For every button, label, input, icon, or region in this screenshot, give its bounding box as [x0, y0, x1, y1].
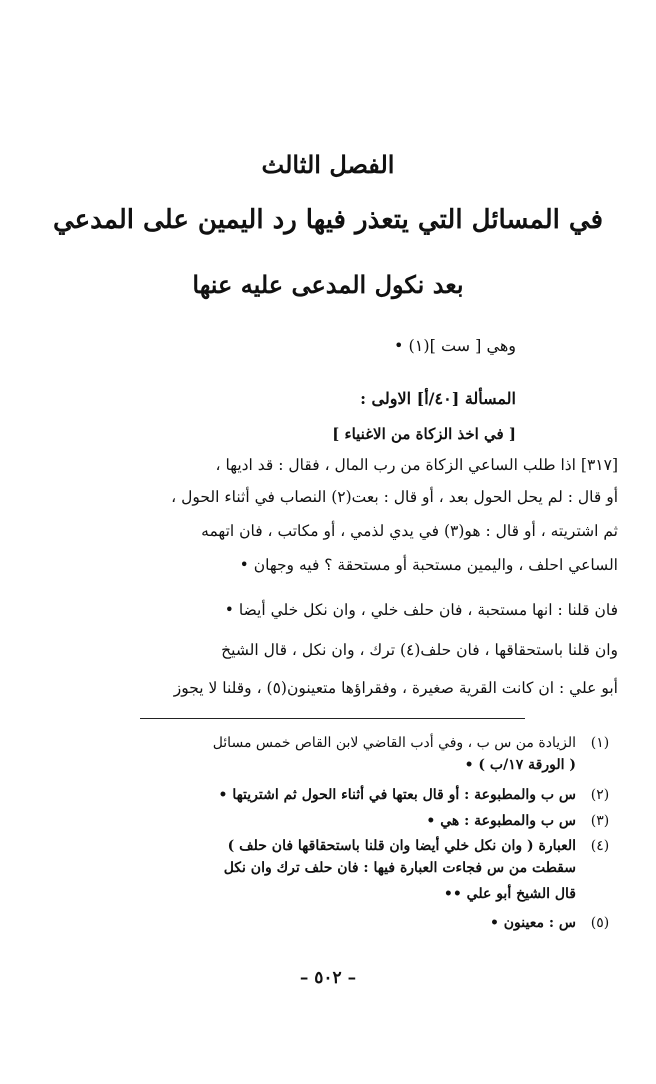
footnote-number: (٥): [590, 915, 610, 931]
paragraph-line: ثم اشتريته ، أو قال : هو(٣) في يدي لذمي ، أو مكاتب ، فان اتهمه: [201, 522, 618, 540]
paragraph-line: أو قال : لم يحل الحول بعد ، أو قال : بعت(٢) النصاب في أثناء الحول ،: [171, 488, 618, 506]
footnote-text: سقطت من س فجاءت العبارة فيها : فان حلف ترك وان نكل: [223, 860, 576, 876]
count-note: وهي [ ست ](١) •: [394, 336, 516, 355]
footnote-number: (٣): [590, 813, 610, 829]
footnote-2: [40, 787, 618, 809]
footnote-1-continued: [40, 757, 618, 779]
paragraph-line: وان قلنا باستحقاقها ، فان حلف(٤) ترك ، وان نكل ، قال الشيخ: [221, 641, 618, 659]
section-title-line-1: في المسائل التي يتعذر فيها رد اليمين على المدعي: [53, 205, 603, 235]
footnote-text: قال الشيخ أبو علي ••: [443, 886, 576, 902]
section-title-line-2: بعد نكول المدعى عليه عنها: [192, 270, 464, 299]
footnote-text: العبارة ( وان نكل خلي أيضا وان قلنا باستحقاقها فان حلف ): [227, 838, 576, 854]
footnote-text: س ب والمطبوعة : هي •: [426, 813, 576, 829]
footnote-divider: [140, 718, 525, 719]
footnote-1: [40, 735, 618, 757]
footnote-number: (١): [590, 735, 610, 751]
footnote-4-continued: [40, 860, 618, 882]
footnote-number: (٤): [590, 838, 610, 854]
footnote-text: الزيادة من س ب ، وفي أدب القاضي لابن القاص خمس مسائل: [212, 735, 576, 751]
issue-heading: المسألة [٤٠/أ] الاولى :: [360, 389, 516, 408]
chapter-title: الفصل الثالث: [261, 150, 395, 179]
footnote-3: [40, 813, 618, 835]
footnote-number: (٢): [590, 787, 610, 803]
footnote-5: [40, 915, 618, 937]
footnote-4-continued: [40, 886, 618, 908]
paragraph-line: فان قلنا : انها مستحبة ، فان حلف خلي ، وان نكل خلي أيضا •: [224, 601, 618, 619]
paragraph-line: الساعي احلف ، واليمين مستحبة أو مستحقة ؟ فيه وجهان •: [239, 556, 618, 574]
paragraph-line: [٣١٧] اذا طلب الساعي الزكاة من رب المال ، فقال : قد اديها ،: [215, 456, 618, 474]
page-number: – ٥٠٢ –: [299, 968, 357, 988]
issue-subheading: [ في اخذ الزكاة من الاغنياء ]: [332, 425, 516, 443]
footnote-text: س : معينون •: [489, 915, 576, 931]
footnote-4: [40, 838, 618, 860]
footnote-text: ( الورقة ١٧/ب ) •: [464, 757, 576, 773]
footnote-text: س ب والمطبوعة : أو قال بعتها في أثناء الحول ثم اشتريتها •: [218, 787, 576, 803]
paragraph-line: أبو علي : ان كانت القرية صغيرة ، وفقراؤها متعينون(٥) ، وقلنا لا يجوز: [173, 679, 618, 697]
